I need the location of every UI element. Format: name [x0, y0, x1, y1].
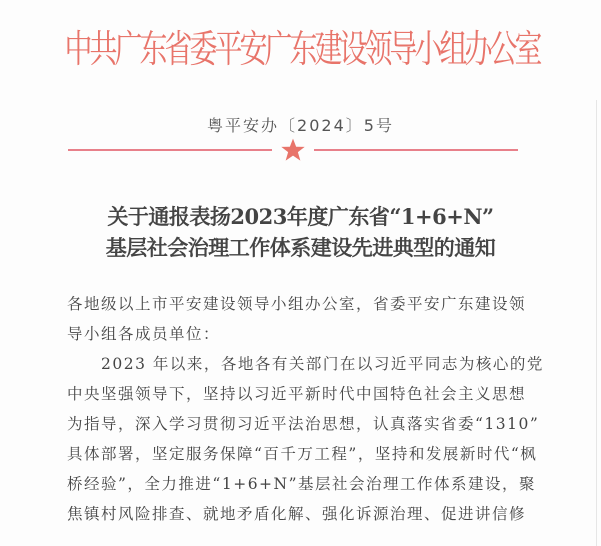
body-line: 导小组各成员单位：: [67, 325, 221, 343]
body-line: 中央坚强领导下，坚持以习近平新时代中国特色社会主义思想: [67, 385, 527, 403]
page-edge: [596, 100, 597, 546]
star-icon: [280, 137, 306, 163]
body-line: 焦镇村风险排查、就地矛盾化解、强化诉源治理、促进讲信修: [67, 505, 527, 523]
red-divider-right: [314, 149, 518, 151]
notice-body: [67, 289, 544, 529]
body-line: 各地级以上市平安建设领导小组办公室，省委平安广东建设领: [67, 295, 527, 313]
issuing-organization-header: 中共广东省委平安广东建设领导小组办公室: [64, 26, 540, 72]
body-line: 桥经验”，全力推进“1+6+N”基层社会治理工作体系建设，聚: [67, 475, 537, 493]
notice-title-line-1: 关于通报表扬2023年度广东省“1+6+N”: [107, 204, 494, 229]
body-line: 2023 年以来，各地各有关部门在以习近平同志为核心的党: [67, 355, 544, 373]
red-divider-left: [68, 149, 272, 151]
body-line: 为指导，深入学习贯彻习近平法治思想，认真落实省委“1310”: [67, 415, 540, 433]
document-number: 粤平安办〔2024〕5号: [207, 116, 394, 135]
notice-title-line-2: 基层社会治理工作体系建设先进典型的通知: [105, 235, 496, 260]
body-line: 具体部署，坚定服务保障“百千万工程”，坚持和发展新时代“枫: [67, 445, 538, 463]
